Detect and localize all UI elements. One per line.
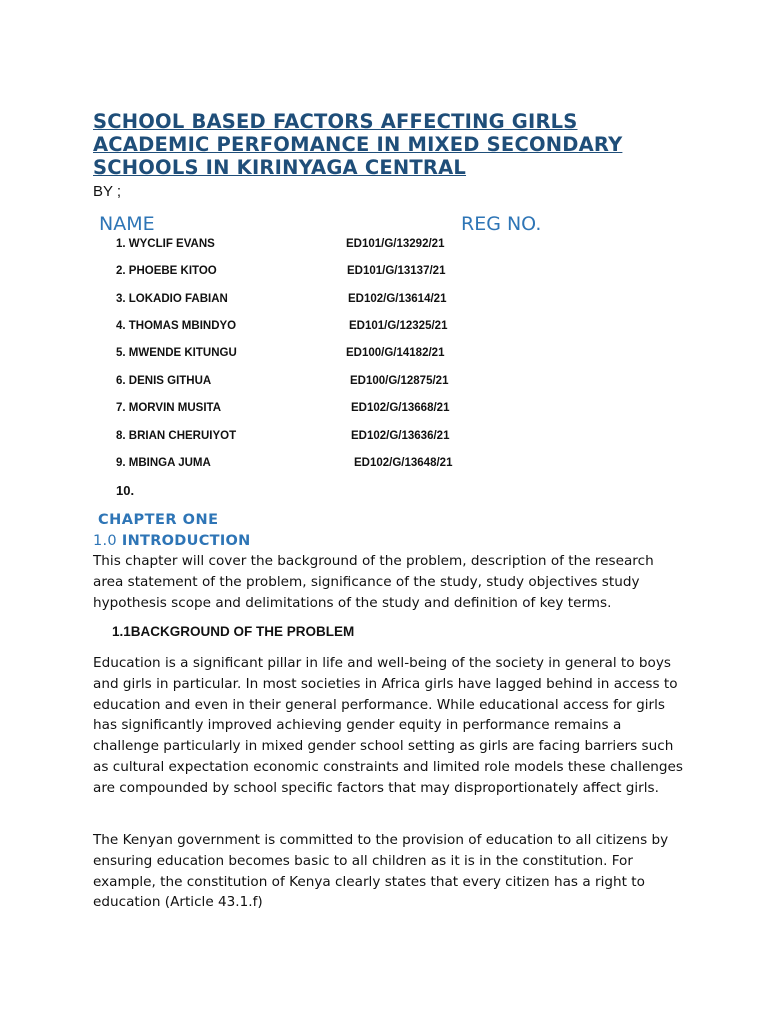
title-line: SCHOOLS IN KIRINYAGA CENTRAL (93, 156, 467, 179)
intro-paragraph: This chapter will cover the background of the problem, description of the research area statement of the problem, significance of the study, study objectives study hypothesis scope and delimitations of the study and definition of key terms. (93, 553, 654, 611)
member-name: 6. DENIS GITHUA (116, 375, 212, 387)
title-line: SCHOOL BASED FACTORS AFFECTING GIRLS (93, 110, 578, 133)
member-reg: ED100/G/14182/21 (346, 347, 445, 359)
member-row (116, 265, 516, 281)
member-row (116, 402, 516, 418)
document-title (93, 110, 713, 179)
member-row (116, 375, 516, 391)
member-name: 7. MORVIN MUSITA (116, 402, 221, 414)
member-row (116, 238, 516, 254)
member-name: 8. BRIAN CHERUIYOT (116, 430, 237, 442)
member-reg: ED101/G/13292/21 (346, 238, 445, 250)
member-reg: ED100/G/12875/21 (350, 375, 449, 387)
section-number: 1.0 (93, 533, 117, 549)
member-row (116, 457, 516, 473)
name-column-header: NAME (99, 213, 155, 235)
chapter-heading: CHAPTER ONE (98, 512, 219, 528)
section-label: INTRODUCTION (121, 533, 251, 549)
introduction-heading (93, 533, 251, 549)
member-reg: ED102/G/13648/21 (354, 457, 453, 469)
background-paragraph: Education is a significant pillar in life and well-being of the society in general to boys and girls in particular. In most societies in Africa girls have lagged behind in access to education and even in their general performance. While educational access for girls has significantly improved achieving gender equity in performance remains a challenge particularly in mixed gender school setting as girls are facing barriers such as cultural expectation economic constraints and limited role models these challenges are compounded by school specific factors that may disproportionately affect girls. (93, 655, 683, 796)
background-paragraph: The Kenyan government is committed to the provision of education to all citizens by ensuring education becomes basic to all children as it is in the constitution. For example, the constitution of Kenya clearly states that every citizen has a right to education (Article 43.1.f) (93, 832, 669, 911)
title-line: ACADEMIC PERFOMANCE IN MIXED SECONDARY (93, 133, 623, 156)
member-reg: ED102/G/13636/21 (351, 430, 450, 442)
member-row (116, 320, 516, 336)
member-name: 2. PHOEBE KITOO (116, 265, 217, 277)
member-reg: ED102/G/13668/21 (351, 402, 450, 414)
member-reg: ED101/G/13137/21 (347, 265, 446, 277)
member-name: 9. MBINGA JUMA (116, 457, 211, 469)
background-heading: 1.1BACKGROUND OF THE PROBLEM (112, 624, 355, 639)
member-reg: ED102/G/13614/21 (348, 293, 447, 305)
member-reg: ED101/G/12325/21 (349, 320, 448, 332)
member-row (116, 347, 516, 363)
member-name: 1. WYCLIF EVANS (116, 238, 215, 250)
by-label: BY ; (93, 183, 122, 200)
member-name: 3. LOKADIO FABIAN (116, 293, 228, 305)
member-row (116, 293, 516, 309)
member-name: 4. THOMAS MBINDYO (116, 320, 237, 332)
reg-column-header: REG NO. (461, 213, 542, 235)
member-row-ten: 10. (116, 483, 135, 498)
member-name: 5. MWENDE KITUNGU (116, 347, 237, 359)
member-row (116, 430, 516, 446)
